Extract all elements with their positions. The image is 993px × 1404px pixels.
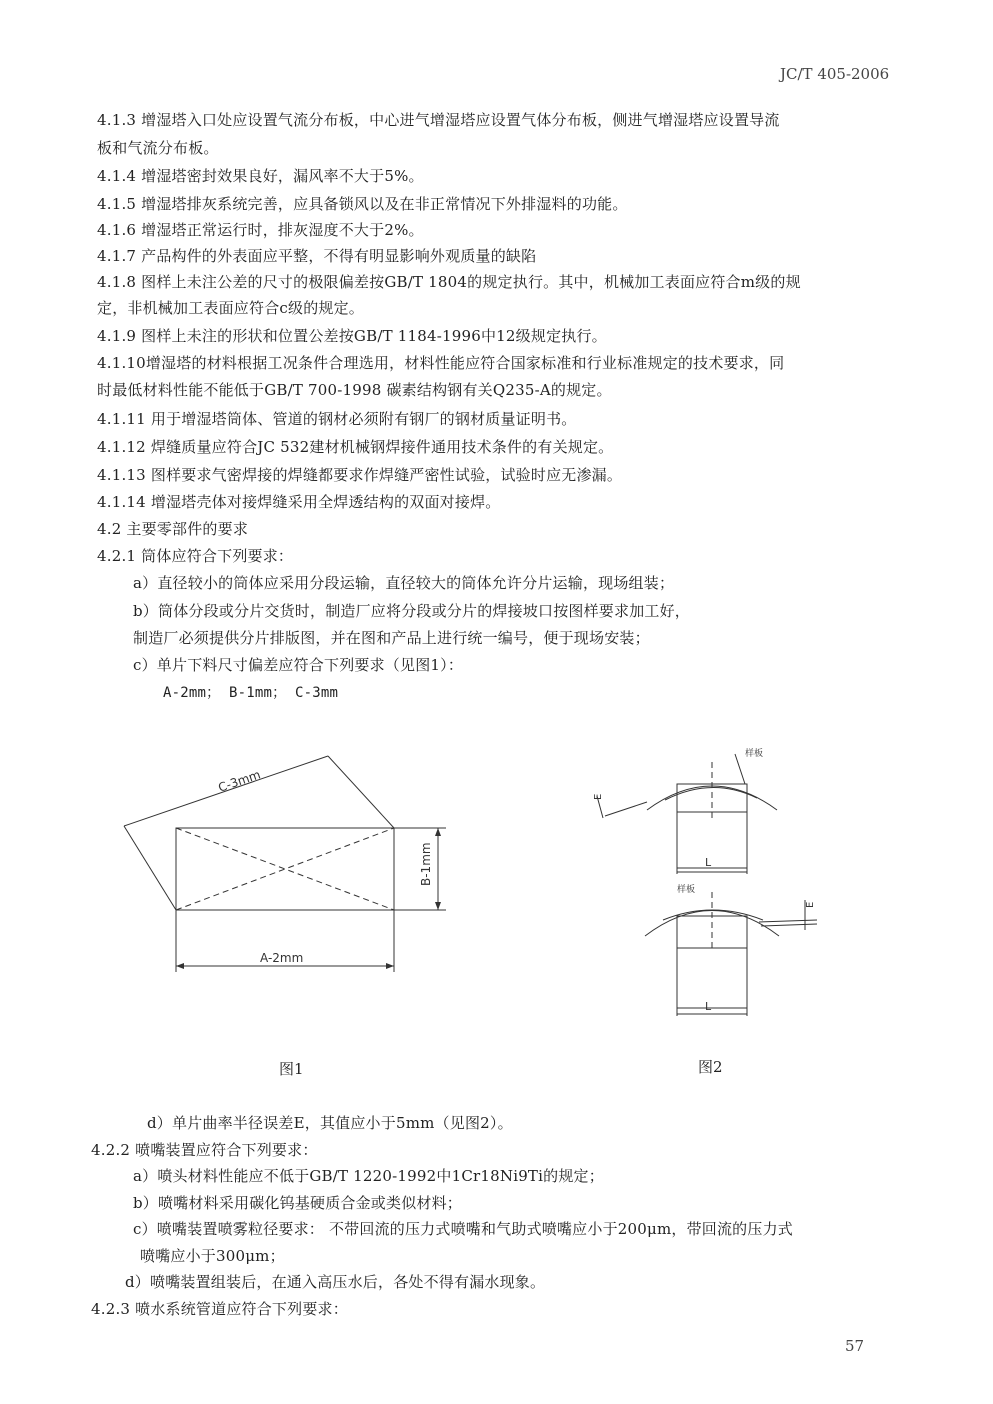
text-line: 4.1.5 增湿塔排灰系统完善，应具备锁风以及在非正常情况下外排湿料的功能。 — [97, 195, 628, 213]
list-item: c）喷嘴装置喷雾粒径要求： 不带回流的压力式喷嘴和气助式喷嘴应小于200μm，带回流的压力式 — [133, 1220, 793, 1238]
text-line: 4.1.3 增湿塔入口处应设置气流分布板，中心进气增湿塔应设置气体分布板，侧进气增湿塔应设置导流 — [97, 111, 780, 129]
tolerance-values: A-2mm； B-1mm； C-3mm — [163, 685, 339, 701]
label-b: B-1mm — [419, 842, 433, 886]
text-line: 4.1.12 焊缝质量应符合JC 532建材机械钢焊接件通用技术条件的有关规定。 — [97, 438, 614, 456]
text-line: 4.1.8 图样上未注公差的尺寸的极限偏差按GB/T 1804的规定执行。其中，机械加工表面应符合m级的规 — [97, 273, 801, 291]
list-item: b）筒体分段或分片交货时，制造厂应将分段或分片的焊接坡口按图样要求加工好， — [133, 602, 691, 620]
text-line: 4.1.9 图样上未注的形状和位置公差按GB/T 1184-1996中12级规定执行。 — [97, 327, 607, 345]
list-item: a）喷头材料性能应不低于GB/T 1220-1992中1Cr18Ni9Ti的规定； — [133, 1167, 604, 1185]
list-item-continuation: 喷嘴应小于300μm； — [140, 1247, 285, 1265]
text-line: 4.1.13 图样要求气密焊接的焊缝都要求作焊缝严密性试验，试验时应无渗漏。 — [97, 466, 623, 484]
label-c: C-3mm — [216, 767, 263, 795]
list-item: 制造厂必须提供分片排版图，并在图和产品上进行统一编号，便于现场安装； — [133, 629, 650, 647]
list-item: d）单片曲率半径误差E，其值应小于5mm（见图2）。 — [147, 1114, 513, 1132]
list-item: b）喷嘴材料采用碳化钨基硬质合金或类似材料； — [133, 1194, 463, 1212]
figure-1-diagram — [110, 740, 460, 980]
list-item: d）喷嘴装置组装后，在通入高压水后，各处不得有漏水现象。 — [125, 1273, 546, 1291]
section-heading: 4.2 主要零部件的要求 — [97, 520, 249, 538]
text-line: 4.1.10增湿塔的材料根据工况条件合理选用，材料性能应符合国家标准和行业标准规定的技术要求，同 — [97, 354, 785, 372]
text-line: 4.1.4 增湿塔密封效果良好，漏风率不大于5%。 — [97, 167, 424, 185]
text-line: 定，非机械加工表面应符合c级的规定。 — [97, 299, 365, 317]
text-line: 时最低材料性能不能低于GB/T 700-1998 碳素结构钢有关Q235-A的规定。 — [97, 381, 612, 399]
template-label-bottom: 样板 — [677, 885, 696, 895]
text-line: 4.2.3 喷水系统管道应符合下列要求： — [91, 1300, 348, 1318]
label-l-top: L — [705, 856, 712, 869]
text-line: 4.1.6 增湿塔正常运行时，排灰湿度不大于2%。 — [97, 221, 424, 239]
page-number: 57 — [845, 1337, 865, 1355]
label-e-bottom: E — [805, 901, 816, 908]
figure-2-caption: 图2 — [698, 1058, 723, 1076]
list-item: c）单片下料尺寸偏差应符合下列要求（见图1）： — [133, 656, 464, 674]
label-l-bottom: L — [705, 1000, 712, 1013]
template-label-top: 样板 — [745, 749, 764, 759]
label-a: A-2mm — [260, 951, 304, 965]
list-item: a）直径较小的筒体应采用分段运输，直径较大的筒体允许分片运输，现场组装； — [133, 574, 675, 592]
text-line: 4.1.14 增湿塔壳体对接焊缝采用全焊透结构的双面对接焊。 — [97, 493, 501, 511]
figure-2-diagram — [585, 740, 835, 1030]
shell-segment-2 — [677, 916, 747, 1008]
text-line: 4.1.11 用于增湿塔筒体、管道的钢材必须附有钢厂的钢材质量证明书。 — [97, 410, 577, 428]
label-e-top: E — [593, 793, 604, 800]
text-line: 4.1.7 产品构件的外表面应平整，不得有明显影响外观质量的缺陷 — [97, 247, 537, 265]
text-line: 板和气流分布板。 — [97, 139, 219, 157]
document-code: JC/T 405-2006 — [780, 65, 890, 83]
text-line: 4.2.1 筒体应符合下列要求： — [97, 547, 294, 565]
text-line: 4.2.2 喷嘴装置应符合下列要求： — [91, 1141, 318, 1159]
figure-1-caption: 图1 — [279, 1060, 304, 1078]
